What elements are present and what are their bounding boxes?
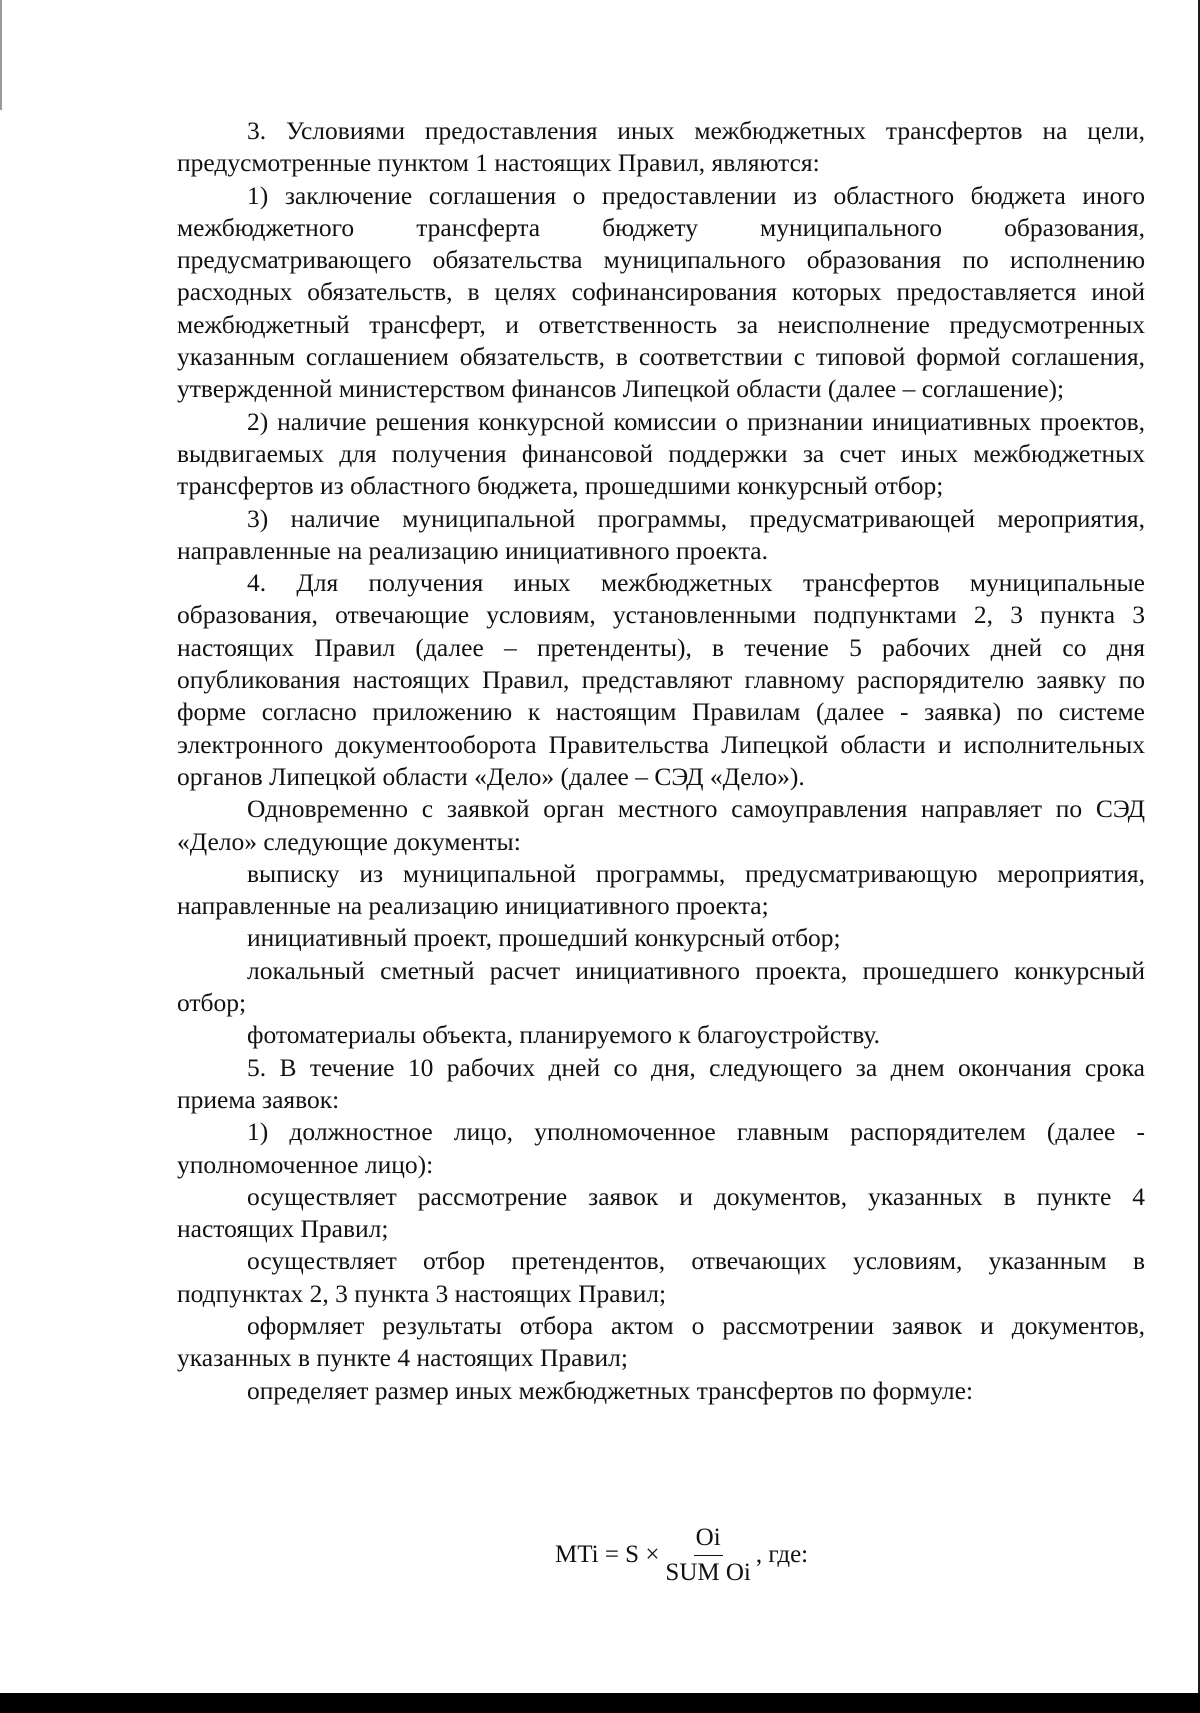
paragraph: 4. Для получения иных межбюджетных трансфертов муниципальные образования, отвечающие условиям, установленными подпунктами 2, 3 пункта 3 настоящих Правил (далее – претенденты), в течение 5 рабочих дней со дня опубликования настоящих Правил, представляют главному распорядителю заявку по форме согласно приложению к настоящим Правилам (далее - заявка) по системе электронного документооборота Правительства Липецкой области и исполнительных органов Липецкой области «Дело» (далее – СЭД «Дело»). xyxy=(177,568,1145,791)
paragraph: осуществляет отбор претендентов, отвечающих условиям, указанным в подпунктах 2, 3 пункта 3 настоящих Правил; xyxy=(177,1246,1145,1308)
formula-suffix: , где: xyxy=(755,1541,809,1568)
formula-denominator: SUM Oi xyxy=(665,1558,751,1586)
paragraph: Одновременно с заявкой орган местного самоуправления направляет по СЭД «Дело» следующие документы: xyxy=(177,794,1145,856)
formula-lhs: MTi = S × xyxy=(555,1541,660,1568)
paragraph: 5. В течение 10 рабочих дней со дня, следующего за днем окончания срока приема заявок: xyxy=(177,1052,1145,1114)
paragraph: 1) должностное лицо, уполномоченное главным распорядителем (далее - уполномоченное лицо): xyxy=(177,1117,1145,1179)
paragraph: локальный сметный расчет инициативного проекта, прошедшего конкурсный отбор; xyxy=(177,955,1145,1018)
formula-numerator: Oi xyxy=(694,1524,723,1556)
scan-left-edge xyxy=(0,0,2,110)
paragraph: выписку из муниципальной программы, предусматривающую мероприятия, направленные на реализацию инициативного проекта; xyxy=(177,858,1145,921)
paragraph: инициативный проект, прошедший конкурсный отбор; xyxy=(247,923,841,953)
document-body xyxy=(177,115,1145,1407)
paragraph: фотоматериалы объекта, планируемого к благоустройству. xyxy=(247,1020,881,1050)
scan-bottom-edge xyxy=(0,1693,1200,1713)
formula xyxy=(555,1520,808,1590)
paragraph: 3. Условиями предоставления иных межбюджетных трансфертов на цели, предусмотренные пунктом 1 настоящих Правил, являются: xyxy=(177,116,1145,178)
paragraph: 1) заключение соглашения о предоставлении из областного бюджета иного межбюджетного трансферта бюджету муниципального образования, предусматривающего обязательства муниципального образования по исполнению расходных обязательств, в целях софинансирования которых предоставляется иной межбюджетный трансферт, и ответственность за неисполнение предусмотренных указанным соглашением обязательств, в соответствии с типовой формой соглашения, утвержденной министерством финансов Липецкой области (далее – соглашение); xyxy=(177,180,1145,404)
paragraph: определяет размер иных межбюджетных трансфертов по формуле: xyxy=(247,1375,974,1405)
paragraph: 2) наличие решения конкурсной комиссии о признании инициативных проектов, выдвигаемых для получения финансовой поддержки за счет иных межбюджетных трансфертов из областного бюджета, прошедшими конкурсный отбор; xyxy=(177,406,1145,501)
formula-fraction xyxy=(663,1524,752,1587)
paragraph: оформляет результаты отбора актом о рассмотрении заявок и документов, указанных в пункте 4 настоящих Правил; xyxy=(177,1310,1145,1373)
paragraph: осуществляет рассмотрение заявок и документов, указанных в пункте 4 настоящих Правил; xyxy=(177,1181,1145,1244)
paragraph: 3) наличие муниципальной программы, предусматривающей мероприятия, направленные на реализацию инициативного проекта. xyxy=(177,503,1145,565)
